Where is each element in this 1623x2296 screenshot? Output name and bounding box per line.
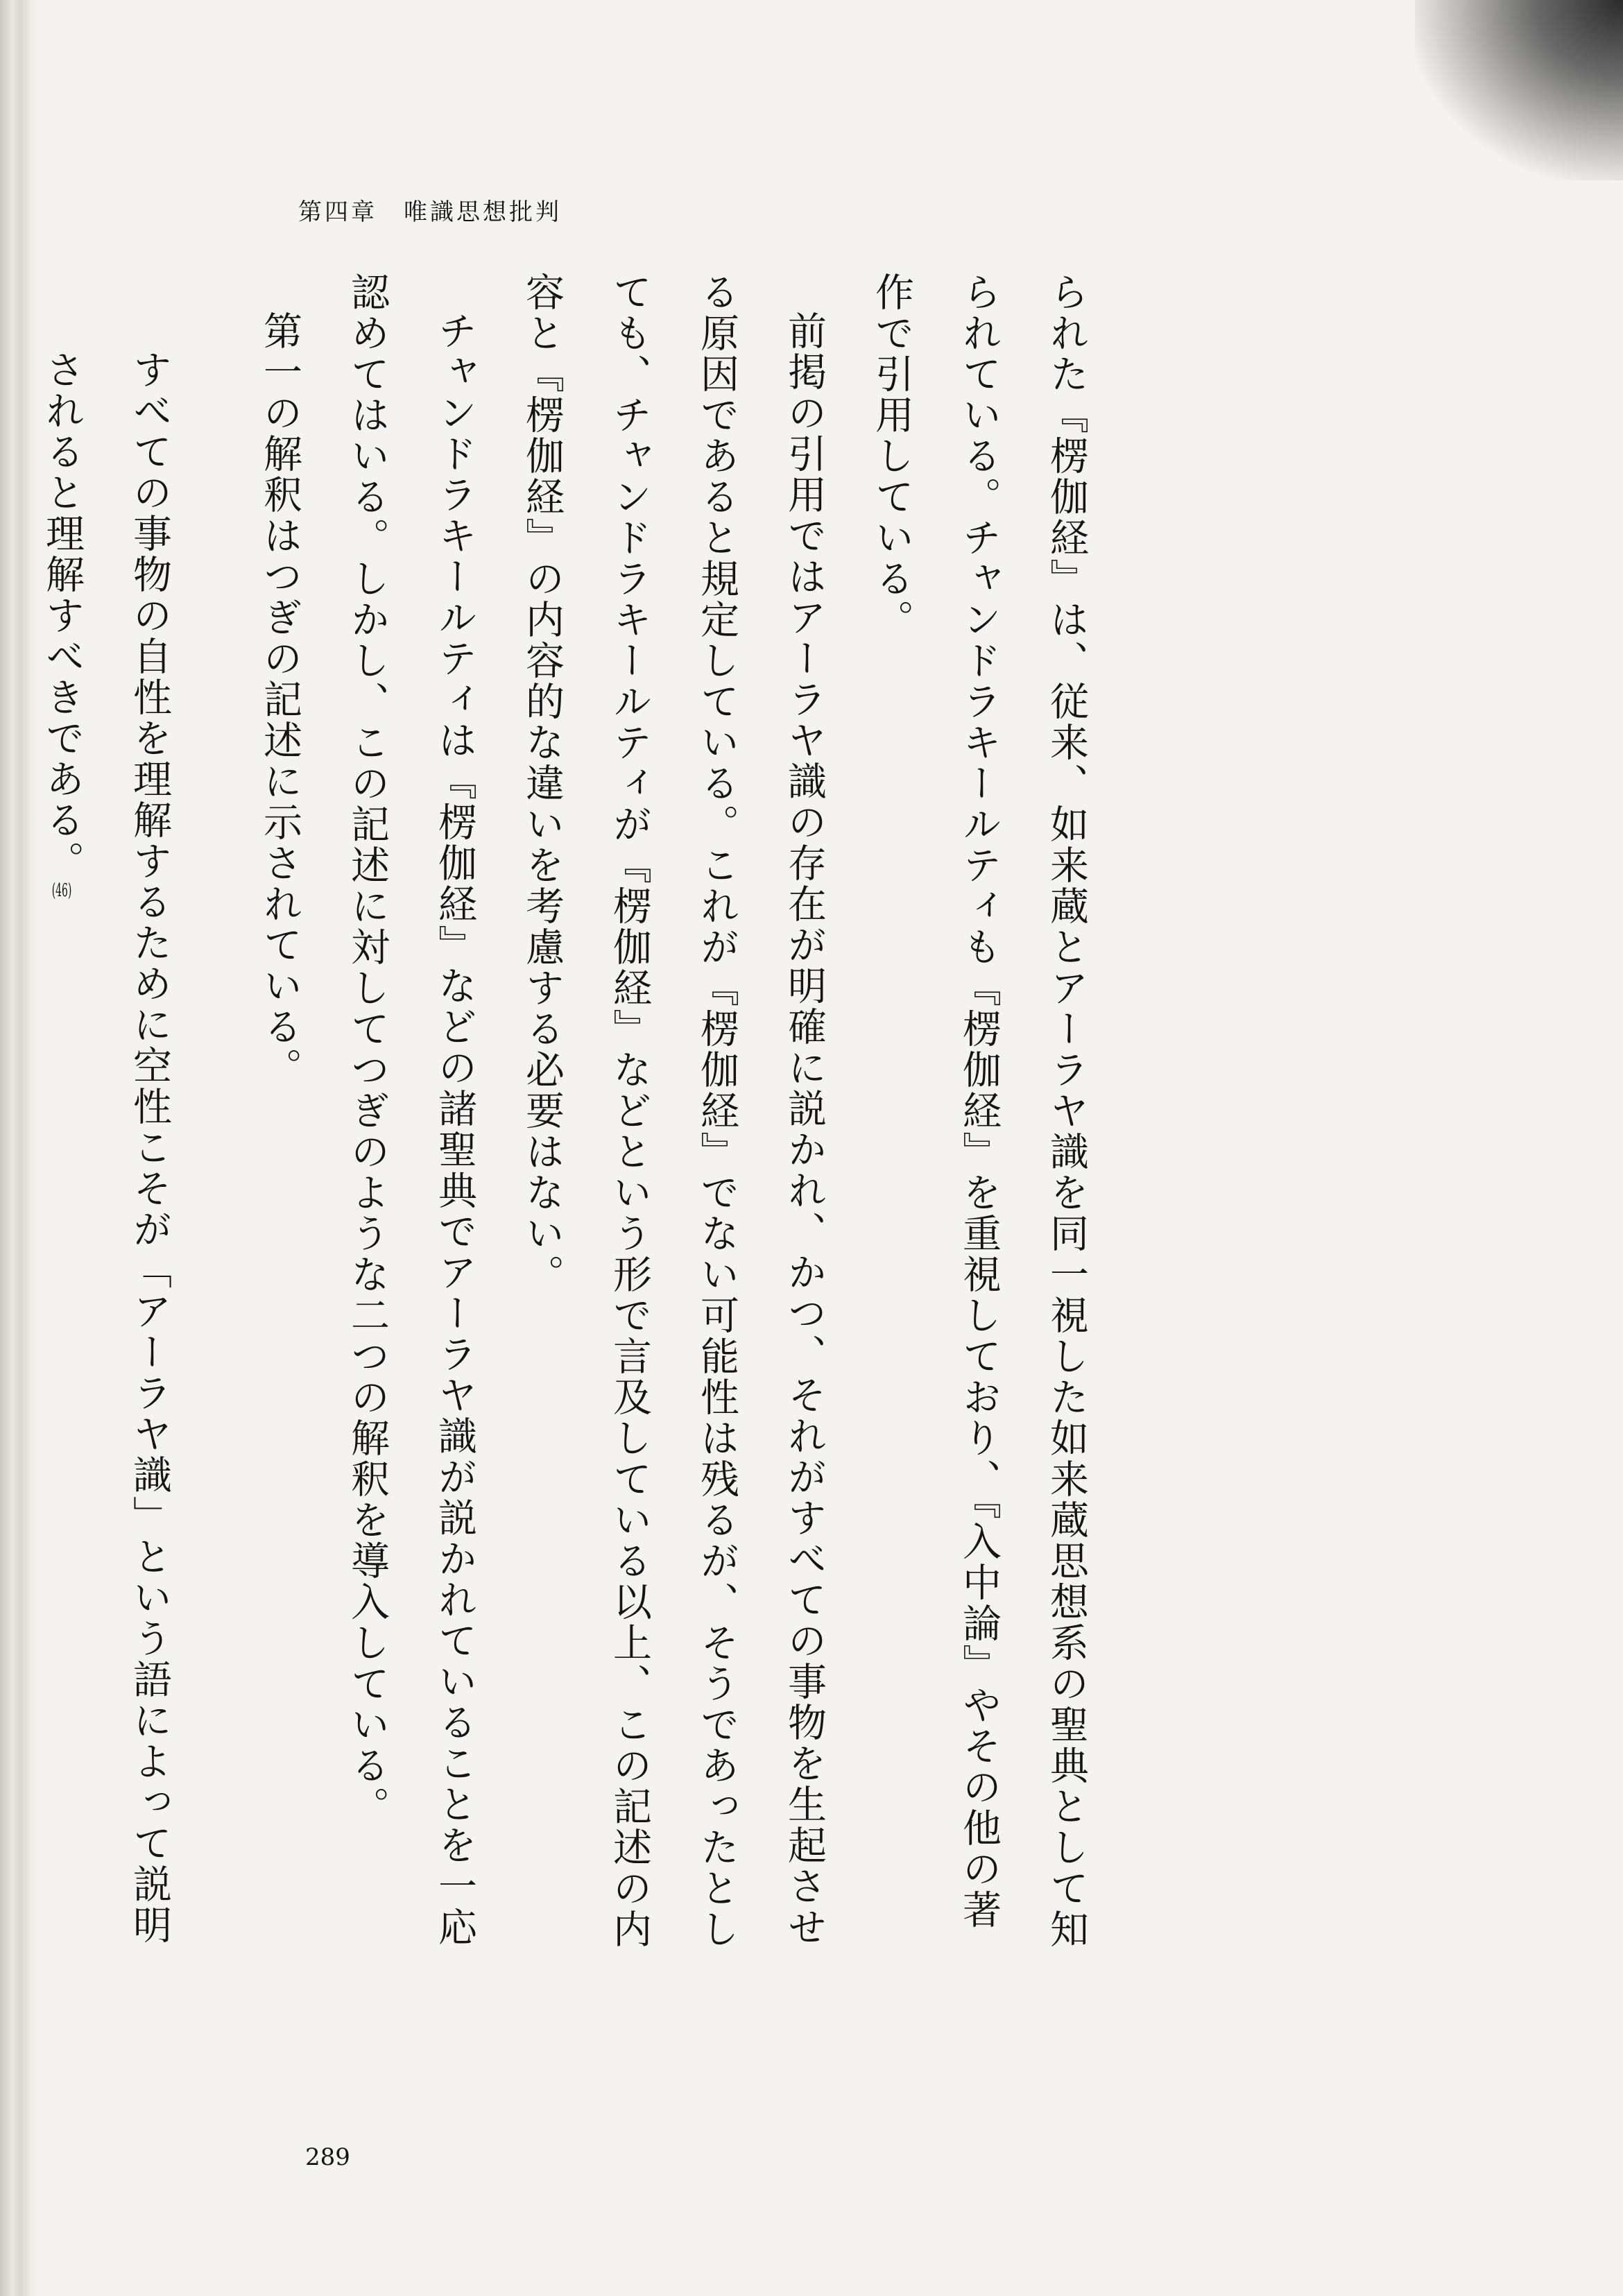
- block-quote: [18, 272, 193, 1951]
- paragraph-4: 第一の解釈はつぎの記述に示されている。: [257, 311, 302, 1088]
- spacer: [0, 272, 18, 1951]
- paragraph-2: 前掲の引用ではアーラヤ識の存在が明確に説かれ、かつ、それがすべての事物を生起させる原因であると規定している。これが『楞伽経』でない可能性は残るが、そうであったとしても、チャンドラキールティが『楞伽経』などという形で言及している以上、この記述の内容と『楞伽経』の内容的な違いを考慮する必要はない。: [519, 272, 827, 1950]
- footnote-ref-46: (46): [51, 882, 72, 900]
- scan-corner-shadow: [1415, 0, 1623, 180]
- spacer: [193, 272, 236, 1951]
- paragraph-1: られた『楞伽経』は、従来、如来蔵とアーラヤ識を同一視した如来蔵思想系の聖典として知られている。チャンドラキールティも『楞伽経』を重視しており、『入中論』やその他の著作で引用している。: [869, 272, 1089, 1950]
- vertical-text-body: [40, 272, 1110, 1951]
- paragraph-3: チャンドラキールティは『楞伽経』などの諸聖典でアーラヤ識が説かれていることを一応認めてはいる。しかし、この記述に対してつぎのような二つの解釈を導入している。: [345, 272, 477, 1948]
- running-header: 第四章 唯識思想批判: [298, 198, 562, 226]
- block-quote-text: すべての事物の自性を理解するために空性こそが「アーラヤ識」という語によって説明されると理解すべきである。: [40, 350, 172, 1946]
- page-number: 289: [305, 2143, 350, 2171]
